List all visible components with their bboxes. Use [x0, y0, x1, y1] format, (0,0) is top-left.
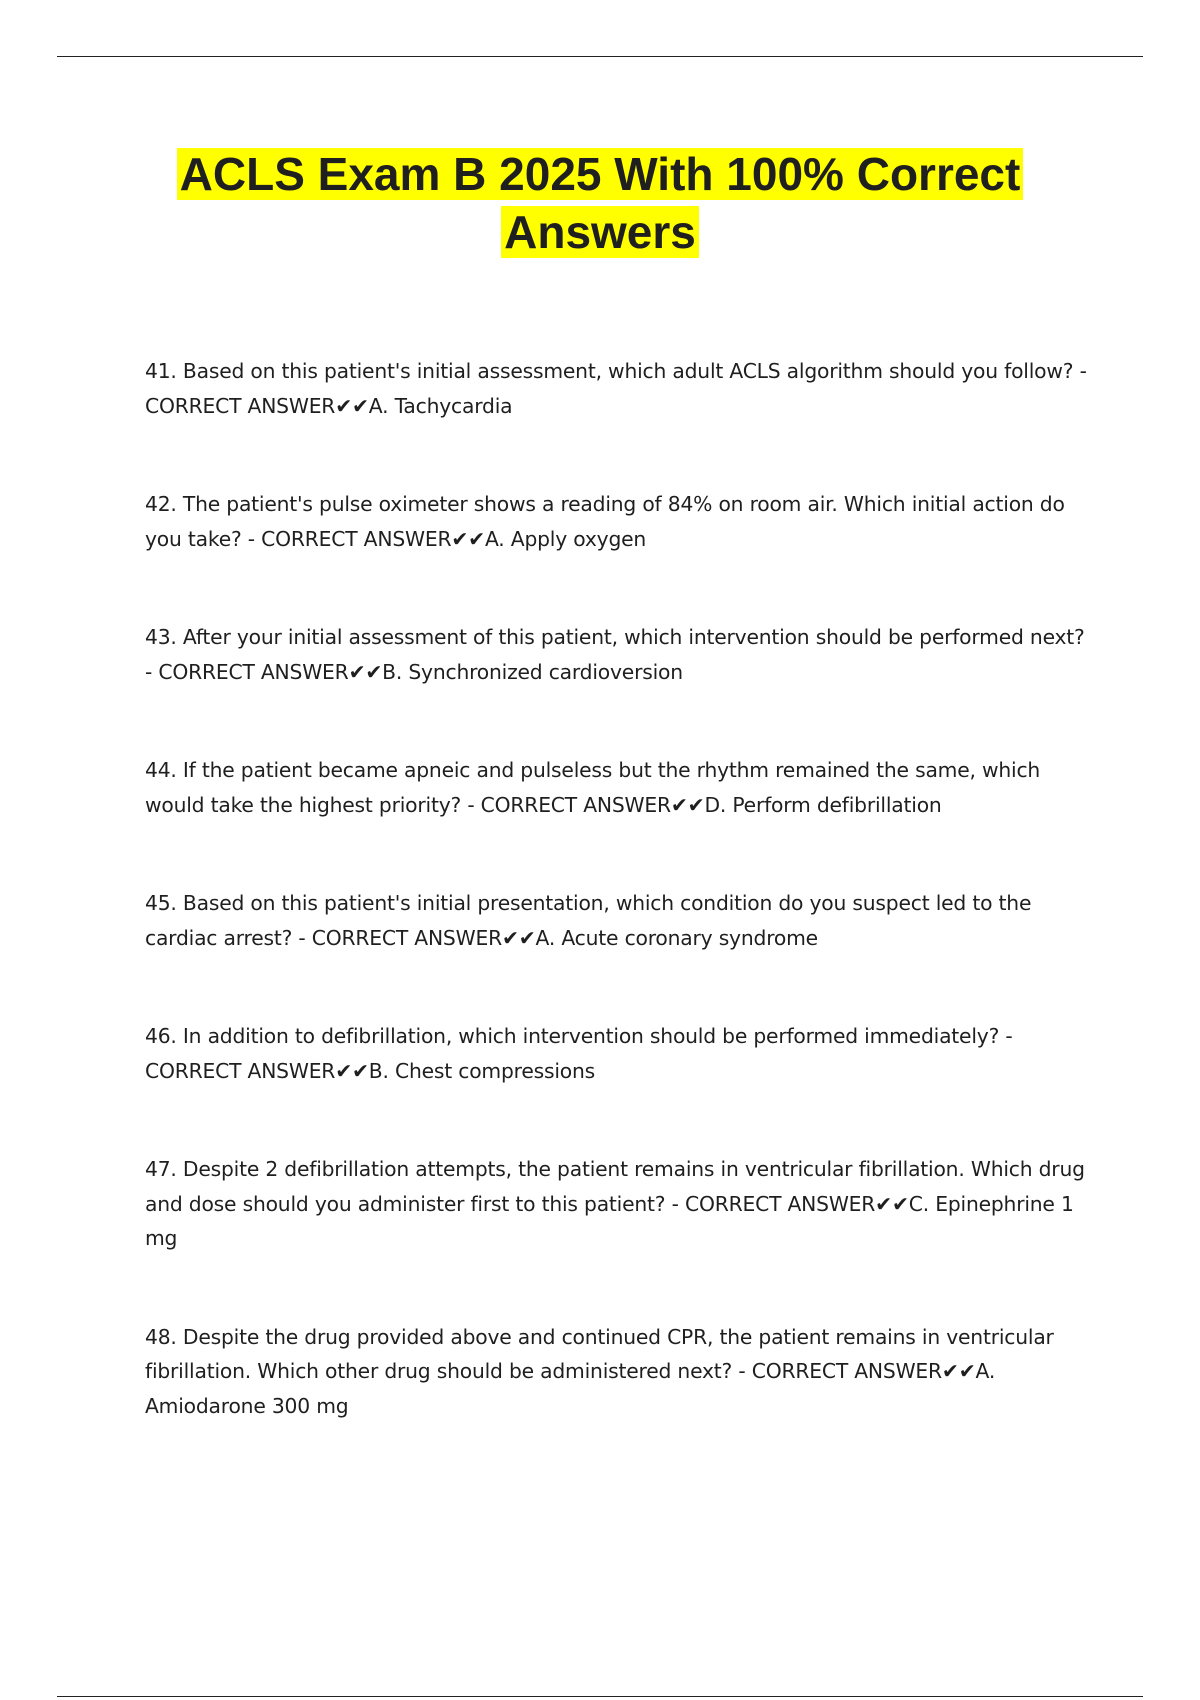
document-title: [100, 145, 1100, 261]
question-item-47: 47. Despite 2 defibrillation attempts, the patient remains in ventricular fibrillation. Which drug and dose should you administer first to this patient? - CORRECT ANSWER✔✔C. Epinephrine 1 mg: [145, 1157, 1085, 1250]
question-item-44: 44. If the patient became apneic and pulseless but the rhythm remained the same, which would take the highest priority? - CORRECT ANSWER✔✔D. Perform defibrillation: [145, 758, 1041, 817]
question-item-43: 43. After your initial assessment of this patient, which intervention should be performed next? - CORRECT ANSWER✔✔B. Synchronized cardioversion: [145, 625, 1085, 684]
question-list: [145, 354, 1090, 1487]
question-item-41: 41. Based on this patient's initial assessment, which adult ACLS algorithm should you follow? - CORRECT ANSWER✔✔A. Tachycardia: [145, 359, 1087, 418]
question-item-48: 48. Despite the drug provided above and continued CPR, the patient remains in ventricular fibrillation. Which other drug should be administered next? - CORRECT ANSWER✔✔A. Amiodarone 300 mg: [145, 1324, 1054, 1418]
question-item-46: 46. In addition to defibrillation, which intervention should be performed immediately? - CORRECT ANSWER✔✔B. Chest compressions: [145, 1024, 1013, 1083]
top-rule: [57, 56, 1143, 57]
bottom-rule: [57, 1696, 1143, 1697]
title-highlight: ACLS Exam B 2025 With 100% Correct Answers: [177, 148, 1024, 258]
question-item-42: 42. The patient's pulse oximeter shows a reading of 84% on room air. Which initial action do you take? - CORRECT ANSWER✔✔A. Apply oxygen: [145, 492, 1065, 551]
question-item-45: 45. Based on this patient's initial presentation, which condition do you suspect led to the cardiac arrest? - CORRECT ANSWER✔✔A. Acute coronary syndrome: [145, 891, 1032, 950]
